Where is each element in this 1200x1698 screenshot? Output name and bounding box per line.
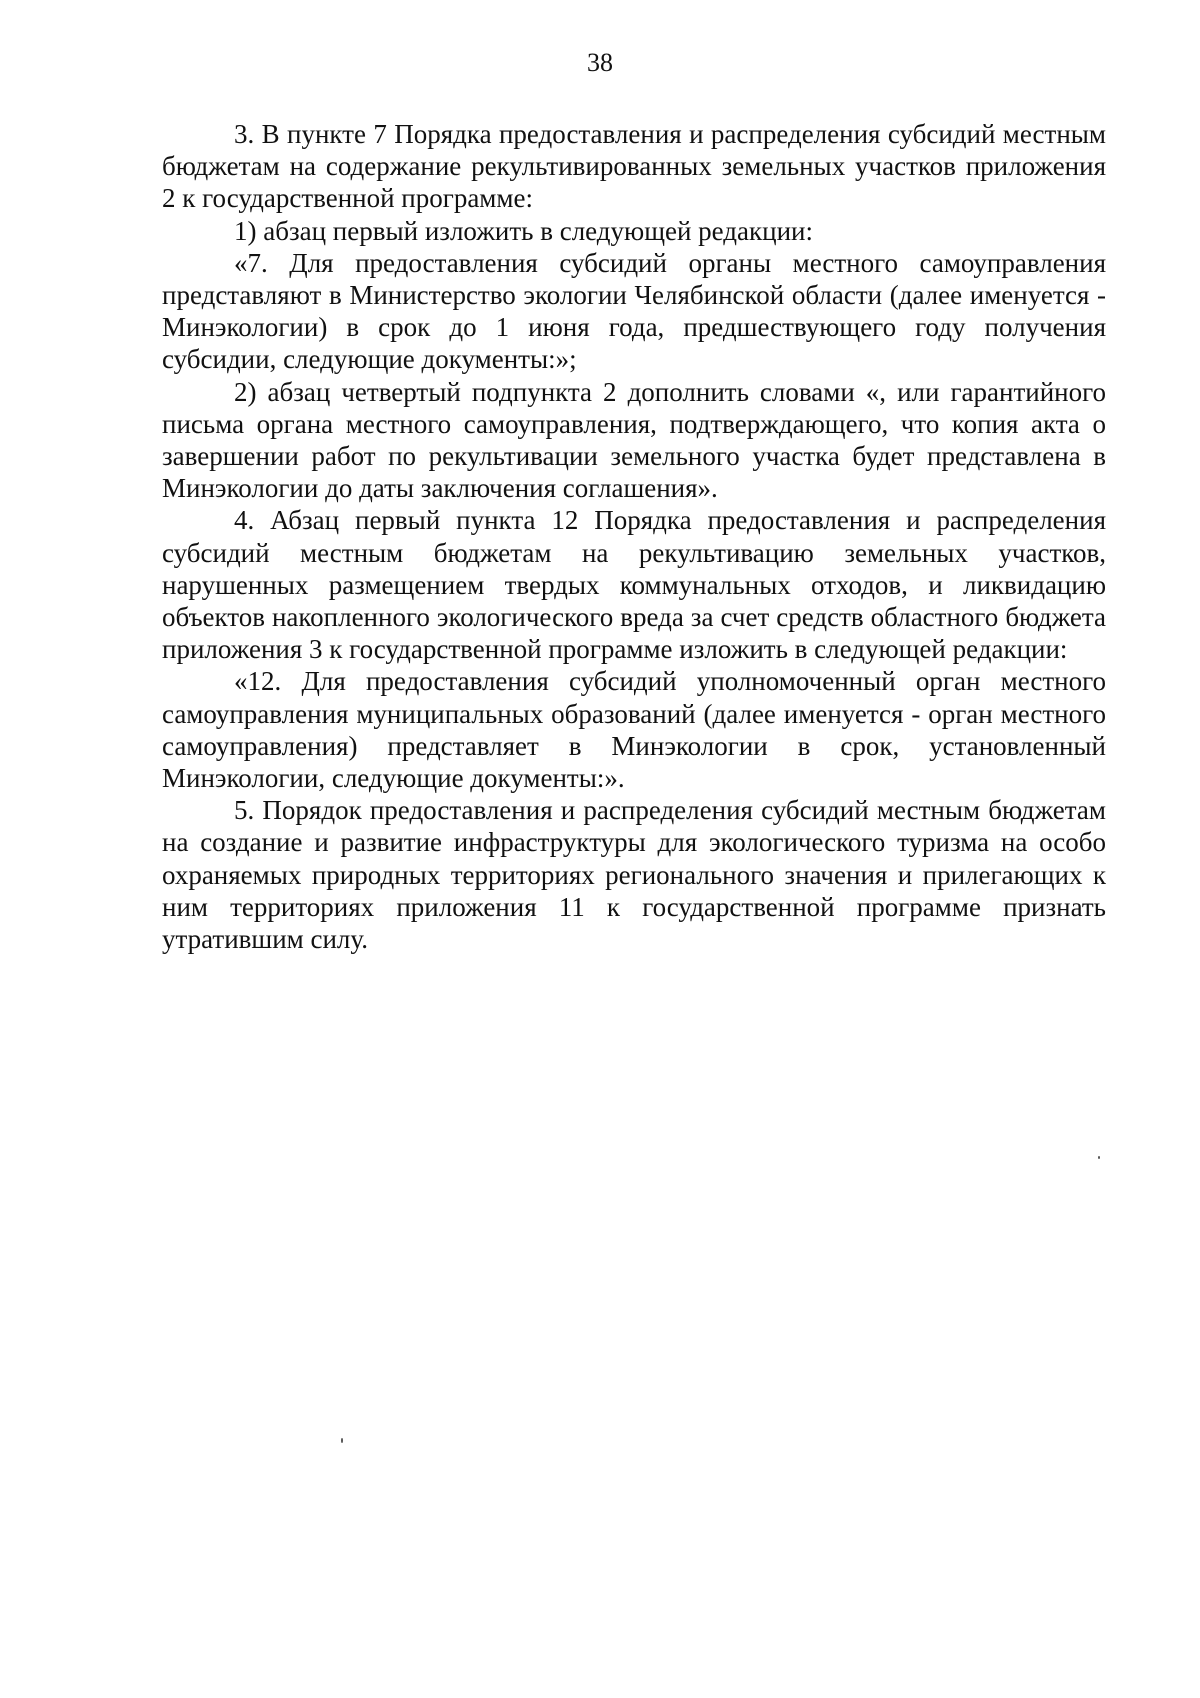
paragraph-item-4: 4. Абзац первый пункта 12 Порядка предоставления и распределения субсидий местным бюджетам на рекультивацию земельных участков, нарушенных размещением твердых коммунальных отходов, и ликвидацию объектов накопленного экологического вреда за счет средств областного бюджета приложения 3 к государственной программе изложить в следующей редакции: — [162, 505, 1106, 665]
paragraph-subitem-1: 1) абзац первый изложить в следующей редакции: — [234, 215, 813, 246]
paragraph-quote-12: «12. Для предоставления субсидий уполномоченный орган местного самоуправления муниципальных образований (далее именуется - орган местного самоуправления) представляет в Минэкологии в срок, установленный Минэкологии, следующие документы:». — [162, 666, 1106, 794]
paragraph-quote-7: «7. Для предоставления субсидий органы местного самоуправления представляют в Министерство экологии Челябинской области (далее именуется - Минэкологии) в срок до 1 июня года, предшествующего году получения субсидии, следующие документы:»; — [162, 247, 1106, 375]
document-body — [162, 118, 1106, 955]
paragraph-item-5: 5. Порядок предоставления и распределения субсидий местным бюджетам на создание и развитие инфраструктуры для экологического туризма на особо охраняемых природных территориях регионального значения и прилегающих к ним территориях приложения 11 к государственной программе признать утратившим силу. — [162, 795, 1106, 955]
scan-speck — [341, 1438, 343, 1443]
paragraph-subitem-2: 2) абзац четвертый подпункта 2 дополнить словами «, или гарантийного письма органа местного самоуправления, подтверждающего, что копия акта о завершении работ по рекультивации земельного участка будет представлена в Минэкологии до даты заключения соглашения». — [162, 376, 1106, 504]
paragraph-item-3: 3. В пункте 7 Порядка предоставления и распределения субсидий местным бюджетам на содержание рекультивированных земельных участков приложения 2 к государственной программе: — [162, 119, 1106, 214]
scan-speck — [1098, 1156, 1100, 1159]
page-number: 38 — [587, 48, 613, 77]
